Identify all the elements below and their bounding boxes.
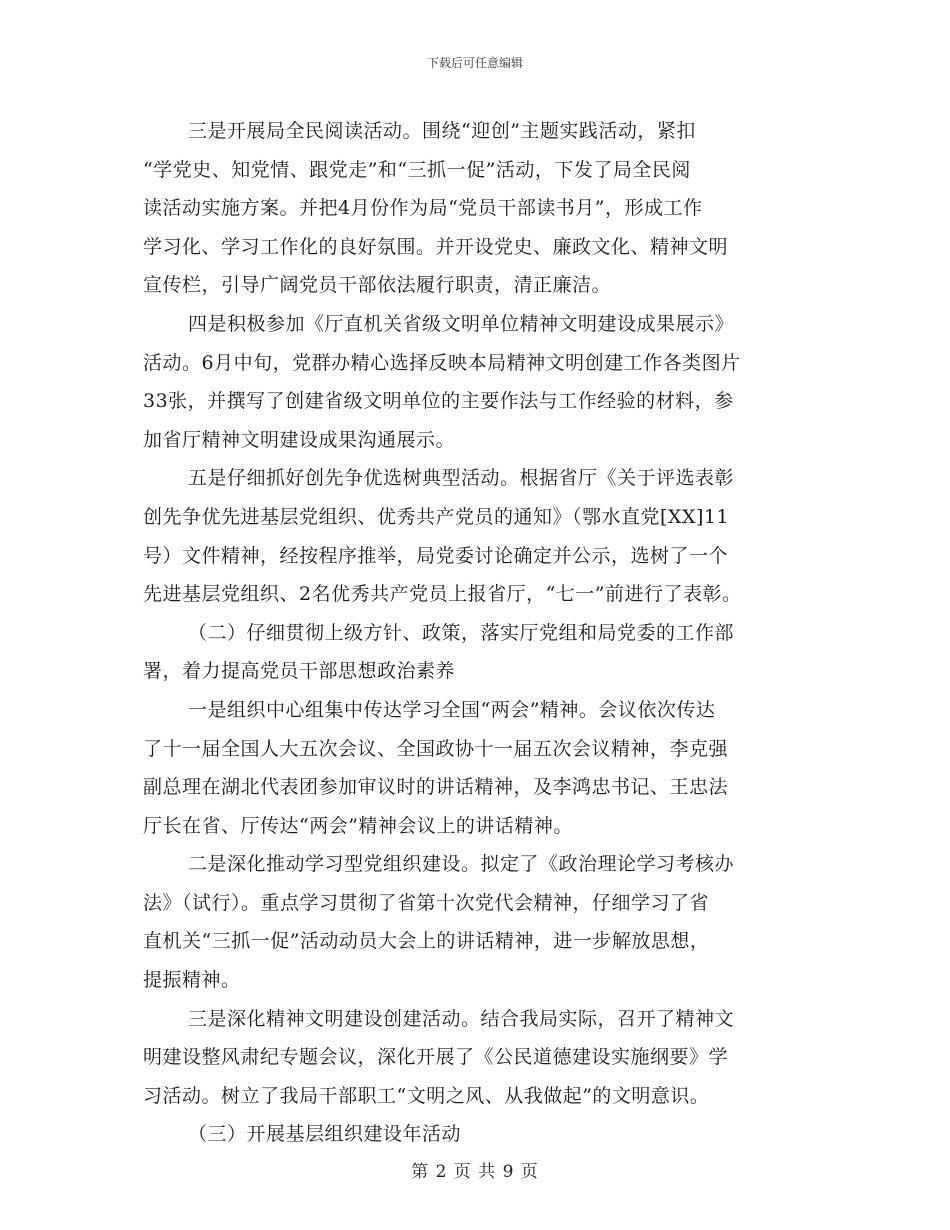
text-line: （二）仔细贯彻上级方针、政策，落实厅党组和局党委的工作部 — [188, 621, 735, 644]
page-header: 下载后可任意编辑 — [426, 56, 523, 70]
text-line: 号）文件精神，经按程序推举，局党委讨论确定并公示，选树了一个 — [143, 544, 729, 567]
text-line: 厅长在省、厅传达“两会”精神会议上的讲话精神。 — [143, 814, 573, 837]
text-line: 学习化、学习工作化的良好氛围。并开设党史、廉政文化、精神文明 — [143, 235, 729, 258]
text-line: 法》（试行）。重点学习贯彻了省第十次党代会精神，仔细学习了省 — [143, 891, 710, 914]
text-line: 宣传栏，引导广阔党员干部依法履行职责，清正廉洁。 — [143, 274, 612, 297]
text-line: 五是仔细抓好创先争优选树典型活动。根据省厅《关于评选表彰 — [188, 467, 735, 490]
text-line: 读活动实施方案。并把4月份作为局“党员干部读书月”，形成工作 — [143, 197, 703, 220]
text-line: “学党史、知党情、跟党走”和“三抓一促”活动，下发了局全民阅 — [143, 158, 691, 181]
text-line: 先进基层党组织、2名优秀共产党员上报省厅，“七一”前进行了表彰。 — [143, 583, 742, 606]
text-line: 署，着力提高党员干部思想政治素养 — [143, 660, 456, 683]
text-line: 创先争优先进基层党组织、优秀共产党员的通知》（鄂水直党[XX]11 — [143, 505, 730, 528]
text-line: 33张，并撰写了创建省级文明单位的主要作法与工作经验的材料，参 — [143, 390, 734, 413]
document-body — [143, 112, 813, 1154]
text-line: 习活动。树立了我局干部职工“文明之风、从我做起”的文明意识。 — [143, 1084, 710, 1107]
page-footer: 第 2 页 共 9 页 — [411, 1162, 539, 1182]
text-line: 三是深化精神文明建设创建活动。结合我局实际，召开了精神文 — [188, 1007, 735, 1030]
text-line: 二是深化推动学习型党组织建设。拟定了《政治理论学习考核办 — [188, 853, 735, 876]
text-line: 一是组织中心组集中传达学习全国“两会”精神。会议依次传达 — [188, 698, 716, 721]
text-line: 提振精神。 — [143, 969, 241, 992]
text-line: （三）开展基层组织建设年活动 — [188, 1123, 462, 1146]
text-line: 明建设整风肃纪专题会议，深化开展了《公民道德建设实施纲要》学 — [143, 1046, 729, 1069]
text-line: 三是开展局全民阅读活动。围绕“迎创”主题实践活动，紧扣 — [188, 120, 696, 142]
text-line: 直机关“三抓一促”活动动员大会上的讲话精神，进一步解放思想， — [143, 930, 710, 953]
text-line: 四是积极参加《厅直机关省级文明单位精神文明建设成果展示》 — [188, 312, 735, 335]
text-line: 活动。6月中旬，党群办精心选择反映本局精神文明创建工作各类图片 — [143, 351, 741, 374]
text-line: 副总理在湖北代表团参加审议时的讲话精神，及李鸿忠书记、王忠法 — [143, 776, 729, 799]
text-line: 了十一届全国人大五次会议、全国政协十一届五次会议精神，李克强 — [143, 737, 729, 760]
text-line: 加省厅精神文明建设成果沟通展示。 — [143, 428, 456, 451]
